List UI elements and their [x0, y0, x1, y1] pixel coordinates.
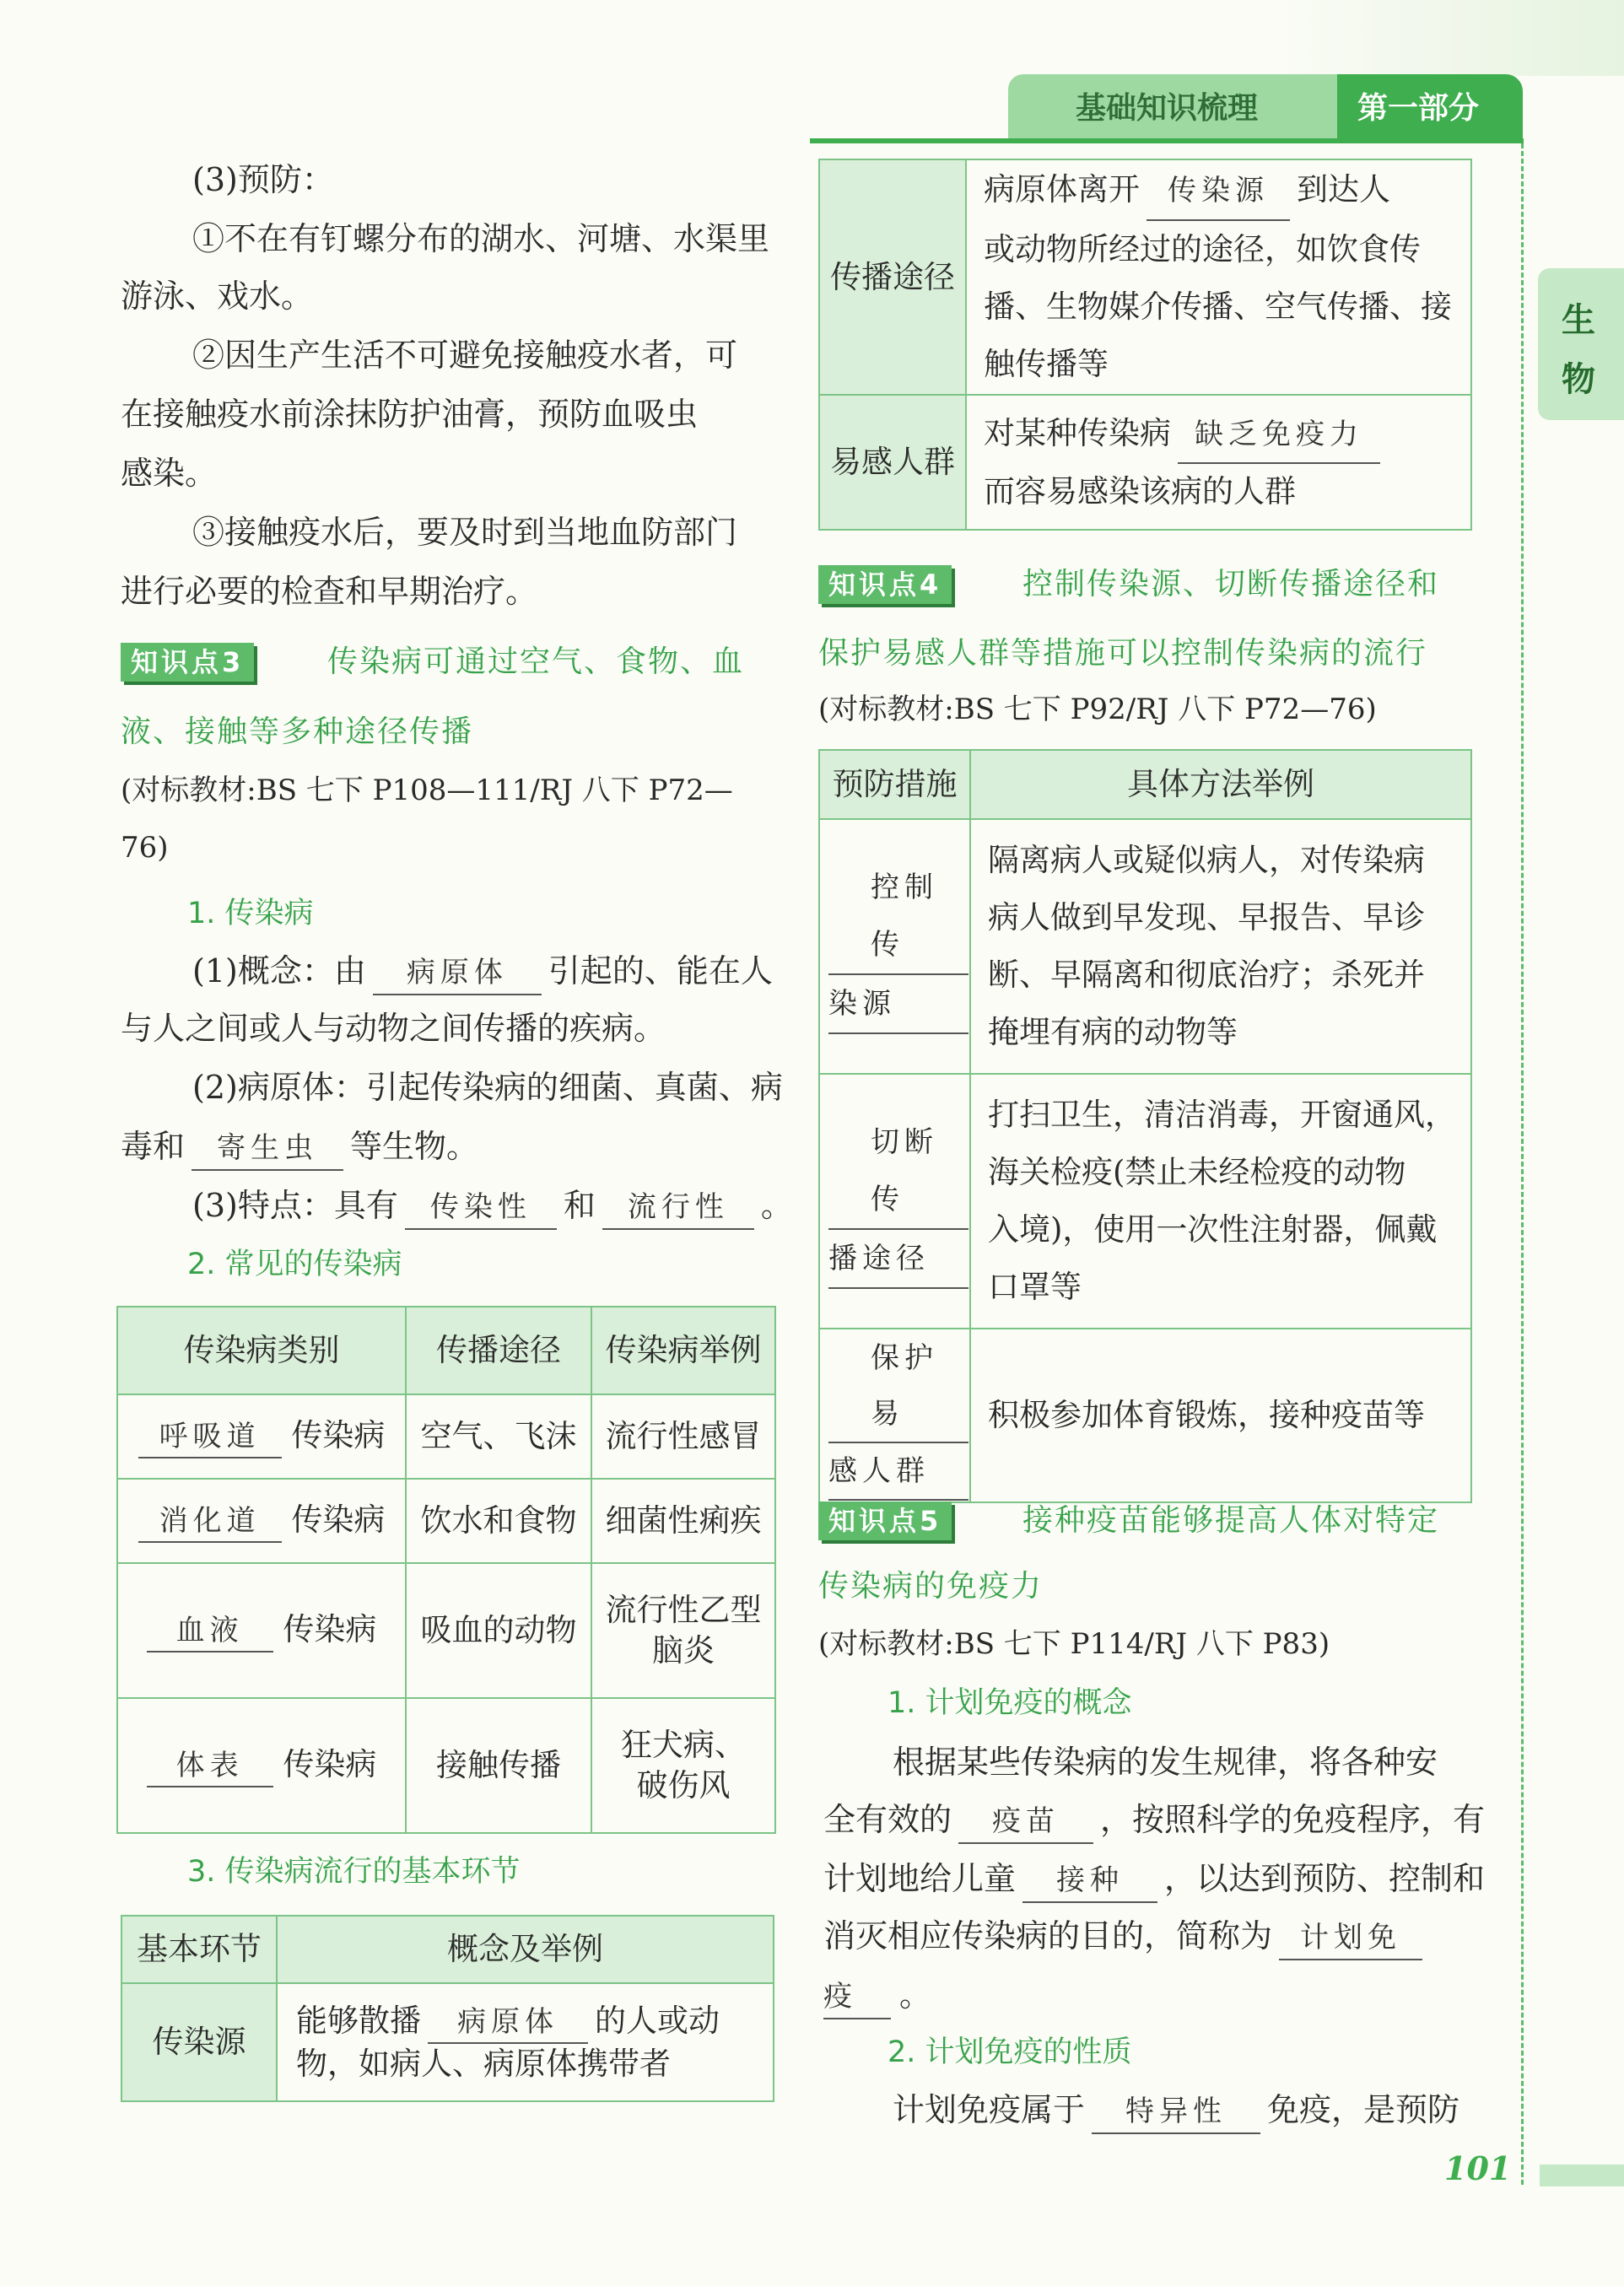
- side-tab-char-2: 物: [1562, 360, 1595, 399]
- prevention-item-2a: ②因生产生活不可避免接触疫水者，可: [192, 337, 738, 374]
- knowledge-point-3-badge: 知识点3: [121, 643, 254, 682]
- blank-lack-immunity: 缺乏免疫力: [1178, 407, 1380, 464]
- blank-pathogen-2: 病原体: [428, 2002, 588, 2044]
- t3-header-method: 具体方法举例: [970, 750, 1471, 819]
- blank-protect-b: 感人群: [828, 1443, 968, 1501]
- knowledge-point-3-title-a: 传染病可通过空气、食物、血: [327, 644, 745, 679]
- prevention-measures-table: [818, 749, 1472, 1503]
- knowledge-point-4-title-b: 保护易感人群等措施可以控制传染病的流行: [818, 636, 1428, 671]
- t2-header-link: 基本环节: [121, 1916, 277, 1983]
- immunization-line-4: 消灭相应传染病的目的，简称为 计划免: [823, 1915, 1422, 1960]
- kp5-reference: (对标教材:BS 七下 P114/RJ 八下 P83): [818, 1627, 1330, 1661]
- blank-source: 传染源: [1147, 162, 1290, 221]
- subheading-epidemic-links: 3. 传染病流行的基本环节: [187, 1855, 521, 1889]
- table-row: 传染源 能够散播 病原体 的人或动 物，如病人、病原体携带者: [121, 1983, 774, 2101]
- pathogen-line-a: (2)病原体：引起传染病的细菌、真菌、病: [192, 1069, 783, 1106]
- subheading-infectious-disease: 1. 传染病: [187, 897, 314, 930]
- margin-dashed-line: [1521, 143, 1524, 2185]
- epidemic-links-table-part1: [121, 1915, 774, 2102]
- prevention-item-1a: ①不在有钉螺分布的湖水、河塘、水渠里: [192, 220, 770, 257]
- blank-digestive: 消化道: [138, 1501, 282, 1543]
- kp3-reference-b: 76): [121, 831, 169, 865]
- blank-planned-immunization-b: 疫: [823, 1976, 891, 2019]
- t1-header-route: 传播途径: [406, 1307, 591, 1394]
- part-label: 第一部分: [1357, 91, 1480, 126]
- table-row: 易感人群 对某种传染病 缺乏免疫力 而容易感染该病的人群: [819, 395, 1471, 530]
- table-row: 保护易 感人群 积极参加体育锻炼，接种疫苗等: [819, 1329, 1471, 1502]
- t3-header-measure: 预防措施: [819, 750, 970, 819]
- immunization-nature-line: 计划免疫属于 特异性 免疫，是预防: [893, 2089, 1459, 2134]
- prevention-item-2b: 在接触疫水前涂抹防护油膏，预防血吸虫: [121, 396, 699, 433]
- knowledge-point-4-title-a: 控制传染源、切断传播途径和: [1022, 567, 1440, 601]
- subheading-immunization-concept: 1. 计划免疫的概念: [888, 1686, 1132, 1720]
- t1-header-category: 传染病类别: [117, 1307, 406, 1394]
- blank-cut-route-a: 切断传: [828, 1113, 968, 1230]
- knowledge-point-5-badge: 知识点5: [818, 1502, 952, 1540]
- subject-side-tab: [1538, 268, 1624, 420]
- blank-vaccine: 疫苗: [958, 1800, 1093, 1844]
- epidemic-links-table-part2: [818, 159, 1472, 531]
- concept-line: (1)概念：由 病原体 引起的、能在人: [192, 950, 773, 995]
- blank-vaccinate: 接种: [1022, 1859, 1157, 1903]
- subheading-immunization-nature: 2. 计划免疫的性质: [888, 2035, 1132, 2069]
- section-label: 基础知识梳理: [1076, 91, 1259, 126]
- blank-respiratory: 呼吸道: [138, 1416, 282, 1458]
- prevention-heading: (3)预防：: [192, 161, 334, 198]
- blank-control-source-b: 染源: [828, 975, 968, 1034]
- page-number-bar: [1540, 2165, 1624, 2186]
- blank-epidemic: 流行性: [602, 1186, 754, 1230]
- section-tab: [1008, 74, 1337, 138]
- header-rule: [810, 138, 1524, 143]
- table-row: 消化道 传染病 饮水和食物 细菌性痢疾: [117, 1479, 775, 1563]
- common-diseases-table: [116, 1306, 776, 1834]
- table-row: 控制传 染源 隔离病人或疑似病人，对传染病 病人做到早发现、早报告、早诊 断、早隔离和彻底治疗；杀死并 掩埋有病的动物等: [819, 819, 1471, 1074]
- prevention-item-2c: 感染。: [121, 455, 218, 492]
- blank-surface: 体表: [147, 1745, 273, 1787]
- kp4-reference: (对标教材:BS 七下 P92/RJ 八下 P72—76): [818, 693, 1377, 726]
- knowledge-point-3-title-b: 液、接触等多种途径传播: [121, 714, 474, 749]
- part-tab: [1337, 74, 1523, 138]
- subheading-common-diseases: 2. 常见的传染病: [187, 1248, 402, 1281]
- prevention-item-1b: 游泳、戏水。: [121, 278, 314, 315]
- t2-header-concept: 概念及举例: [277, 1916, 774, 1983]
- page-number: 101: [1444, 2149, 1512, 2187]
- table-row: 呼吸道 传染病 空气、飞沫 流行性感冒: [117, 1394, 775, 1479]
- header-decoration: [1265, 0, 1624, 76]
- prevention-item-3b: 进行必要的检查和早期治疗。: [121, 573, 538, 610]
- blank-blood: 血液: [147, 1610, 273, 1652]
- kp3-reference-a: (对标教材:BS 七下 P108—111/RJ 八下 P72—: [121, 774, 733, 807]
- blank-parasite: 寄生虫: [192, 1127, 343, 1171]
- table-row: 传播途径 病原体离开 传染源 到达人 或动物所经过的途径，如饮食传 播、生物媒介传播、空气传播、接 触传播等: [819, 159, 1471, 395]
- t2-row-route: 传播途径: [819, 159, 966, 395]
- blank-infectivity: 传染性: [405, 1186, 557, 1230]
- prevention-item-3a: ③接触疫水后，要及时到当地血防部门: [192, 514, 738, 551]
- immunization-line-5: 疫 。: [823, 1974, 931, 2019]
- blank-control-source-a: 控制传: [828, 859, 968, 975]
- blank-specific: 特异性: [1092, 2090, 1260, 2134]
- table-row: 血液 传染病 吸血的动物 流行性乙型 脑炎: [117, 1563, 775, 1698]
- knowledge-point-4-badge: 知识点4: [818, 565, 952, 604]
- blank-protect-a: 保护易: [828, 1330, 968, 1443]
- blank-cut-route-b: 播途径: [828, 1230, 968, 1289]
- side-tab-char-1: 生: [1562, 301, 1595, 340]
- blank-pathogen: 病原体: [373, 952, 542, 995]
- blank-planned-immunization-a: 计划免: [1279, 1917, 1422, 1960]
- concept-line-b: 与人之间或人与动物之间传播的疾病。: [121, 1010, 666, 1047]
- t2-row-source: 传染源: [121, 1983, 277, 2101]
- table-row: 切断传 播途径 打扫卫生，清洁消毒，开窗通风， 海关检疫(禁止未经检疫的动物 入境)，使用一次性注射器，佩戴 口罩等: [819, 1074, 1471, 1329]
- table-row: 体表 传染病 接触传播 狂犬病、 破伤风: [117, 1698, 775, 1833]
- knowledge-point-5-title-a: 接种疫苗能够提高人体对特定: [1022, 1503, 1440, 1538]
- pathogen-line-b: 毒和 寄生虫 等生物。: [121, 1125, 478, 1171]
- immunization-line-3: 计划地给儿童 接种 ，以达到预防、控制和: [823, 1857, 1485, 1903]
- knowledge-point-5-title-b: 传染病的免疫力: [818, 1569, 1044, 1604]
- immunization-line-1: 根据某些传染病的发生规律，将各种安: [893, 1744, 1438, 1781]
- t1-header-example: 传染病举例: [591, 1307, 775, 1394]
- immunization-line-2: 全有效的 疫苗 ，按照科学的免疫程序，有: [823, 1798, 1485, 1844]
- features-line: (3)特点：具有 传染性 和 流行性 。: [192, 1184, 793, 1230]
- t2-row-susceptible: 易感人群: [819, 395, 966, 530]
